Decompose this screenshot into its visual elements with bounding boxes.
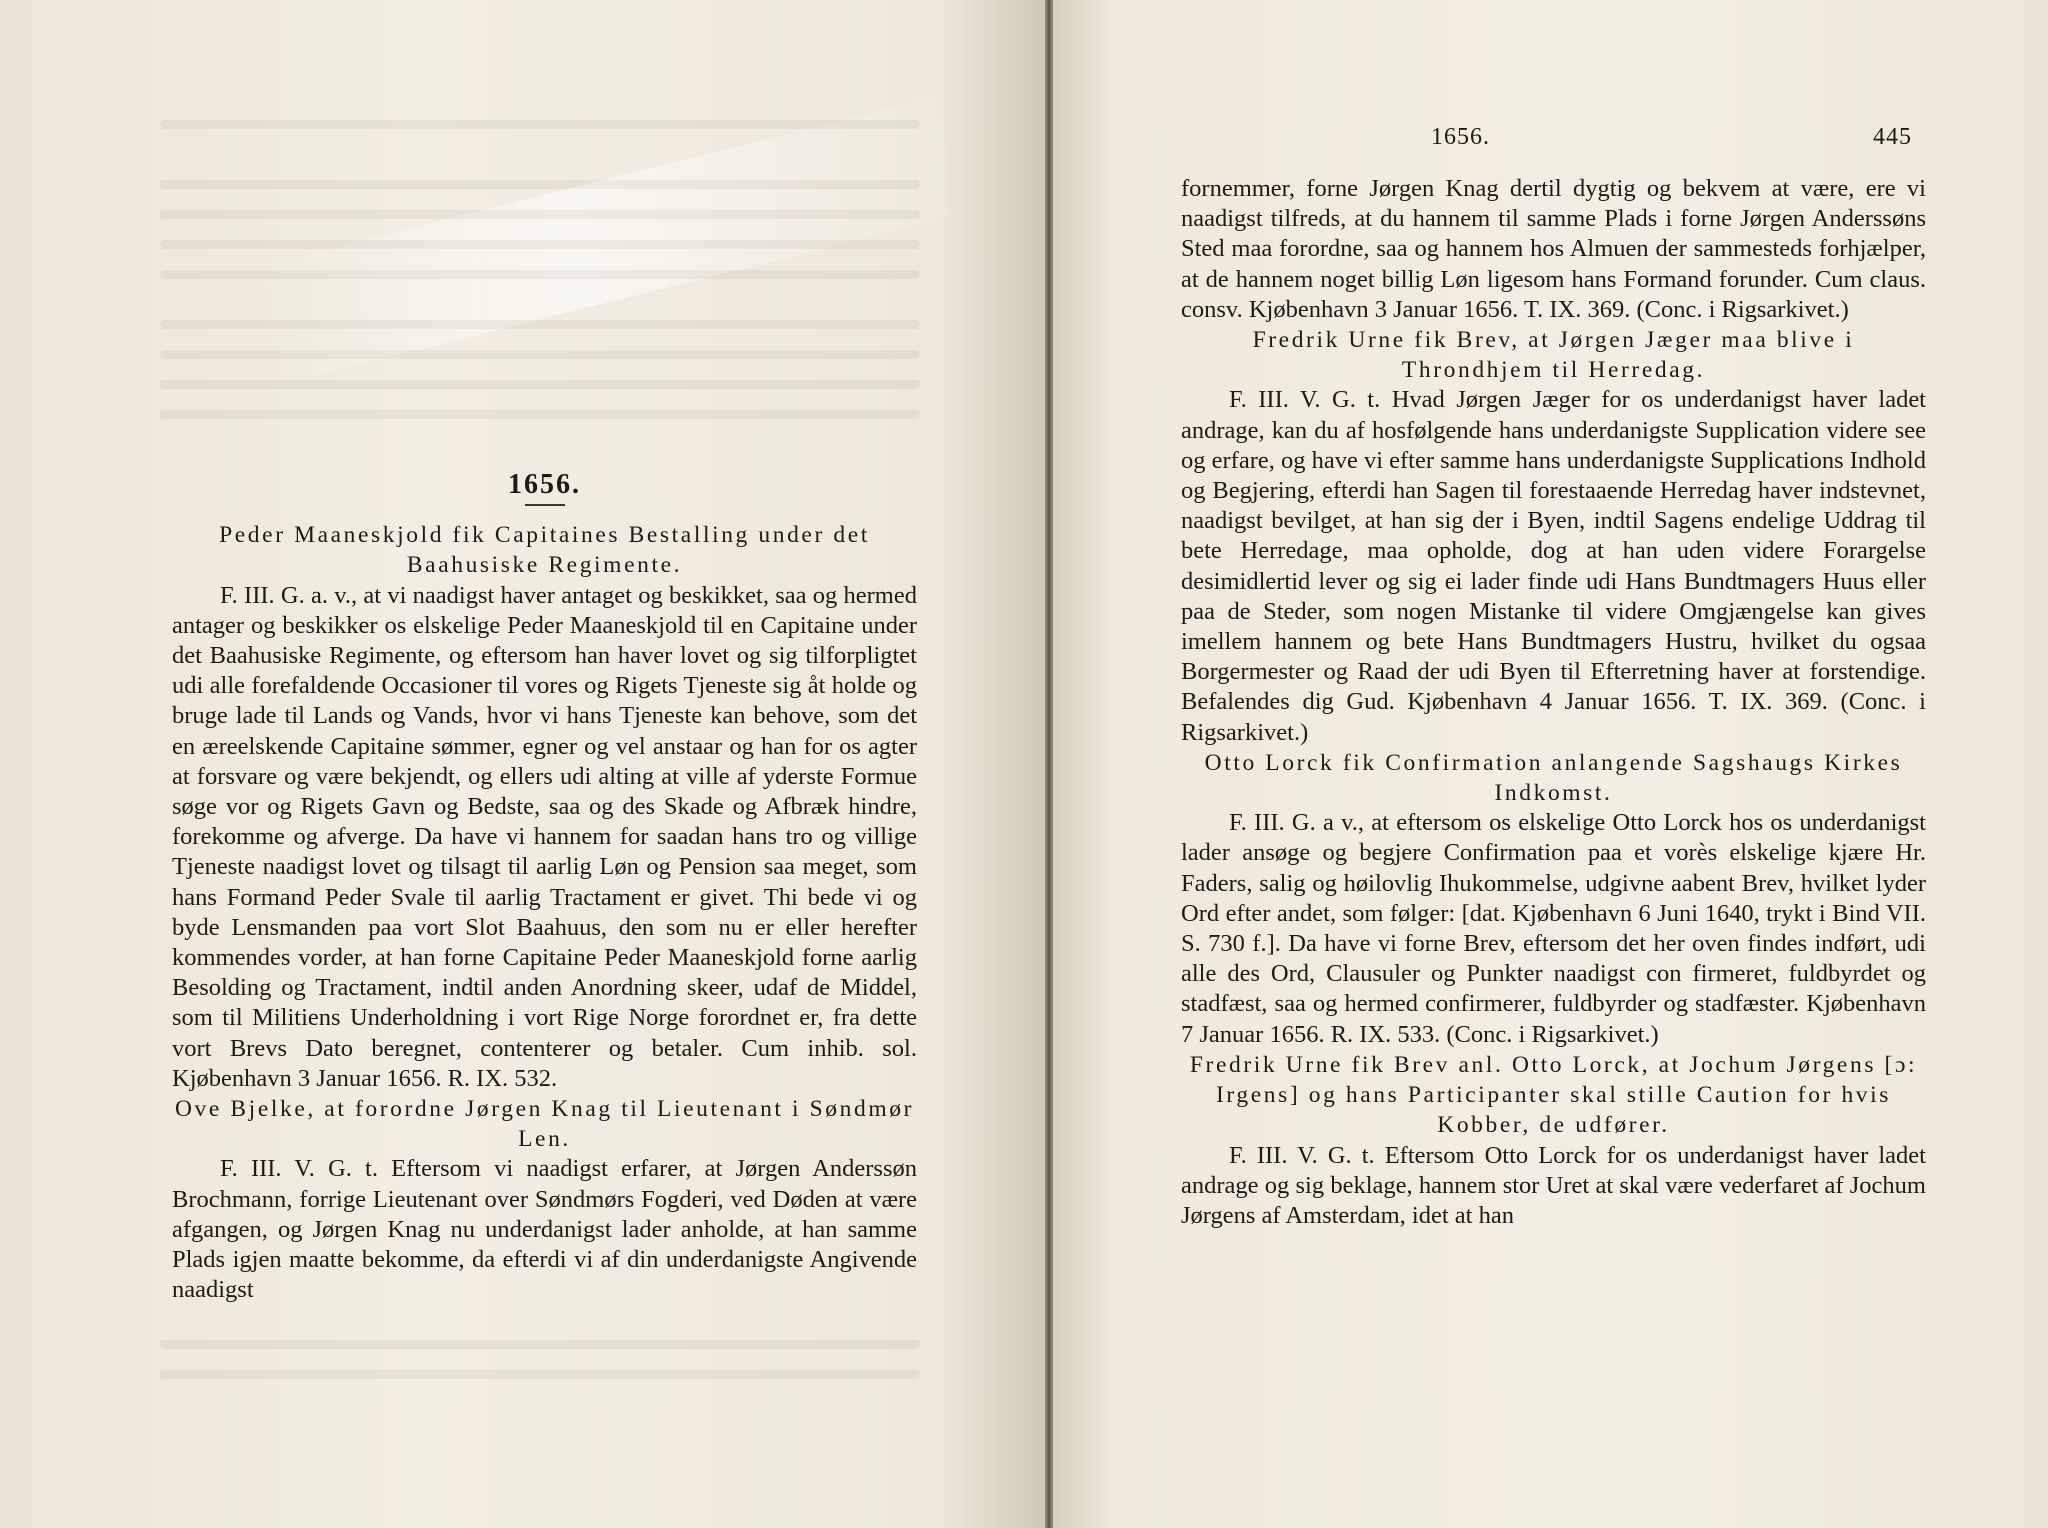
bleed-line	[160, 350, 920, 359]
entry-text: F. III. V. G. t. Eftersom vi naadigst erfarer, at Jørgen Anderssøn Brochmann, forrige Lieutenant over Søndmørs Fogderi, ved Døden at være afgangen, og Jørgen Knag nu underdanigst lader anholde, at han samme Plads igjen maatte bekomme, da efterdi vi af din underdanigste Angivende naadigst	[172, 1155, 917, 1304]
title-dash	[525, 504, 565, 506]
bleed-line	[160, 1340, 920, 1349]
year-title: 1656.	[508, 469, 581, 500]
bleed-line	[160, 410, 920, 419]
entry-text: F. III. G. a. v., at vi naadigst haver antaget og beskikket, saa og hermed antager og beskikker os elskelige Peder Maaneskjold til en Capitaine under det Baahusiske Regimente, og eftersom han haver lovet og sig tilforpligtet udi alle forefaldende Occasioner til vores og Rigets Tjeneste sig åt holde og bruge lade til Lands og Vands, hvor vi hans Tjeneste kan behove, som det en æreelskende Capitaine sømmer, egner og vel anstaar og han for os agter at forsvare og være bekjendt, og ellers udi alting at ville af yderste Formue søge vor og Rigets Gavn og Bedste, saa og des Skade og Afbræk hindre, forekomme og afverge. Da have vi hannem for saadan hans tro og villige Tjeneste naadigst lovet og tilsagt til aarlig Løn og Pension saa meget, som hans Formand Peder Svale til aarlig Tractament er givet. Thi bede vi og byde Lensmanden paa vort Slot Baahuus, den som nu er eller herefter kommendes vorder, at han forne Capitaine Peder Maaneskjold forne aarlig Besolding og Tractament, indtil anden Anordning skeer, udaf de Middel, som til Militiens Underholdning i vort Rige Norge forordnet er, fra dette vort Brevs Dato beregnet, contenterer og betaler. Cum inhib. sol. Kjøbenhavn 3 Januar 1656. R. IX. 532.	[172, 581, 917, 1092]
bleed-line	[160, 120, 920, 129]
book-gutter	[1045, 0, 1053, 1528]
entry-heading: Peder Maaneskjold fik Capitaines Bestalling under det Baahusiske Regimente.	[219, 522, 870, 579]
entry-text: fornemmer, forne Jørgen Knag dertil dygtig og bekvem at være, ere vi naadigst tilfreds, at du hannem til samme Plads i forne Jørgen Anderssøns Sted maa forordne, saa og hannem hos Almuen der sammesteds forhjælper, at de hannem noget billig Løn ligesom hans Formand forunder. Cum claus. consv. Kjøbenhavn 3 Januar 1656. T. IX. 369. (Conc. i Rigsarkivet.)	[1181, 175, 1926, 323]
entry-heading: Fredrik Urne fik Brev anl. Otto Lorck, at Jochum Jørgens [ɔ: Irgens] og hans Participanter skal stille Caution for hvis Kobber, de udfører.	[1189, 1051, 1918, 1139]
page-number: 445	[1873, 124, 1912, 150]
entry-heading: Otto Lorck fik Confirmation anlangende Sagshaugs Kirkes Indkomst.	[1204, 749, 1903, 807]
entry-text: F. III. V. G. t. Eftersom Otto Lorck for os underdanigst haver ladet andrage og sig beklage, hannem stor Uret at skal være vederfaret af Jochum Jørgens af Amsterdam, idet at han	[1181, 1141, 1926, 1229]
bleed-line	[160, 380, 920, 389]
entry-heading: Fredrik Urne fik Brev, at Jørgen Jæger maa blive i Throndhjem til Herredag.	[1252, 327, 1855, 384]
entry-text: F. III. V. G. t. Hvad Jørgen Jæger for os underdanigst haver ladet andrage, kan du af hosfølgende hans underdanigste Supplication videre see og erfare, og have vi efter samme hans underdanigste Supplications Indhold og Begjering, efterdi han Sagen til forestaaende Herredag haver indstevnet, naadigst bevilget, at han sig der i Byen, indtil Sagens endelige Uddrag til bete Herredage, maa opholde, dog at han uden videre Forargelse desimidlertid lever og sig ei lader finde udi Hans Bundtmagers Huus eller paa de Steder, som nogen Mistanke til videre Omgjængelse kan gives imellem hannem og bete Hans Bundtmagers Hustru, hvilket du ogsaa Borgermester og Raad der udi Byen til Efterretning haver at forstendige. Befalendes dig Gud. Kjøbenhavn 4 Januar 1656. T. IX. 369. (Conc. i Rigsarkivet.)	[1181, 386, 1926, 746]
light-streak	[256, 97, 964, 383]
left-blocks	[172, 520, 917, 1305]
right-blocks	[1181, 174, 1926, 1231]
entry-heading: Ove Bjelke, at forordne Jørgen Knag til Lieutenant i Søndmør Len.	[174, 1096, 914, 1153]
entry-text: F. III. G. a v., at eftersom os elskelige Otto Lorck hos os underdanigst lader ansøge og begjere Confirmation paa et vorès elskelige kjære Hr. Faders, salig og høilovlig Ihukommelse, udgivne aabent Brev, hvilket lyder Ord efter andet, som følger: [dat. Kjøbenhavn 6 Juni 1640, trykt i Bind VII. S. 730 f.]. Da have vi forne Brev, eftersom det her oven findes indført, udi alle des Ord, Clausuler og Punkter naadigst con firmeret, fuldbyrdet og stadfæst, saa og hermed confirmerer, fuldbyrder og stadfæster. Kjøbenhavn 7 Januar 1656. R. IX. 533. (Conc. i Rigsarkivet.)	[1181, 809, 1926, 1048]
bleed-line	[160, 1370, 920, 1379]
right-page	[1053, 0, 2048, 1528]
left-column	[172, 470, 917, 1305]
running-header-year: 1656.	[1431, 124, 1490, 150]
right-column	[1181, 174, 1926, 1231]
